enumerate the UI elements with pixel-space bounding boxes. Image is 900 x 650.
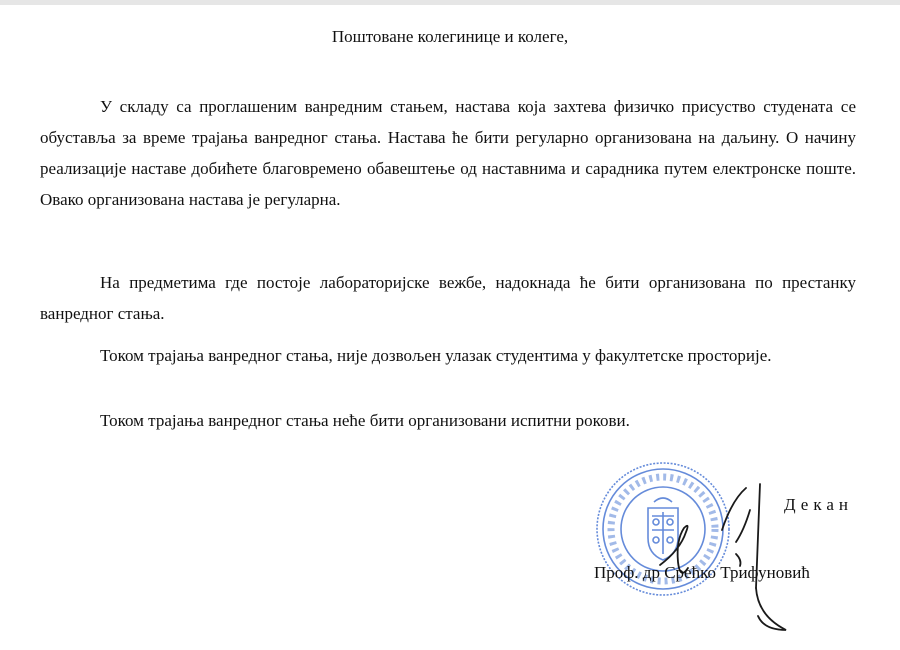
signer-name: Проф. др Срећко Трифуновић: [594, 563, 810, 582]
salutation: Поштоване колегинице и колеге,: [331, 27, 569, 46]
paragraph-remote-teaching: У складу са проглашеним ванредним стањем, настава која захтева физичко присуство студената се обуставља за време трајања ванредног стања. Настава ће бити регуларно организована на даљину. О начину реализације наставе добићете благовремено обавештење од наставнима и сарадника путем електронске поште. Овако организована настава је регуларна.: [40, 97, 856, 209]
paragraph-building-access: Током трајања ванредног стања, није дозвољен улазак студентима у факултетске просторије.: [100, 346, 772, 365]
paragraph-lab-exercises: На предметима где постоје лабораторијске вежбе, надокнада ће бити организована по престанку ванредног стања.: [40, 273, 856, 323]
signature-role: Декан: [784, 495, 853, 514]
scan-edge: [0, 0, 900, 5]
paragraph-exam-terms: Током трајања ванредног стања неће бити организовани испитни рокови.: [100, 411, 630, 430]
